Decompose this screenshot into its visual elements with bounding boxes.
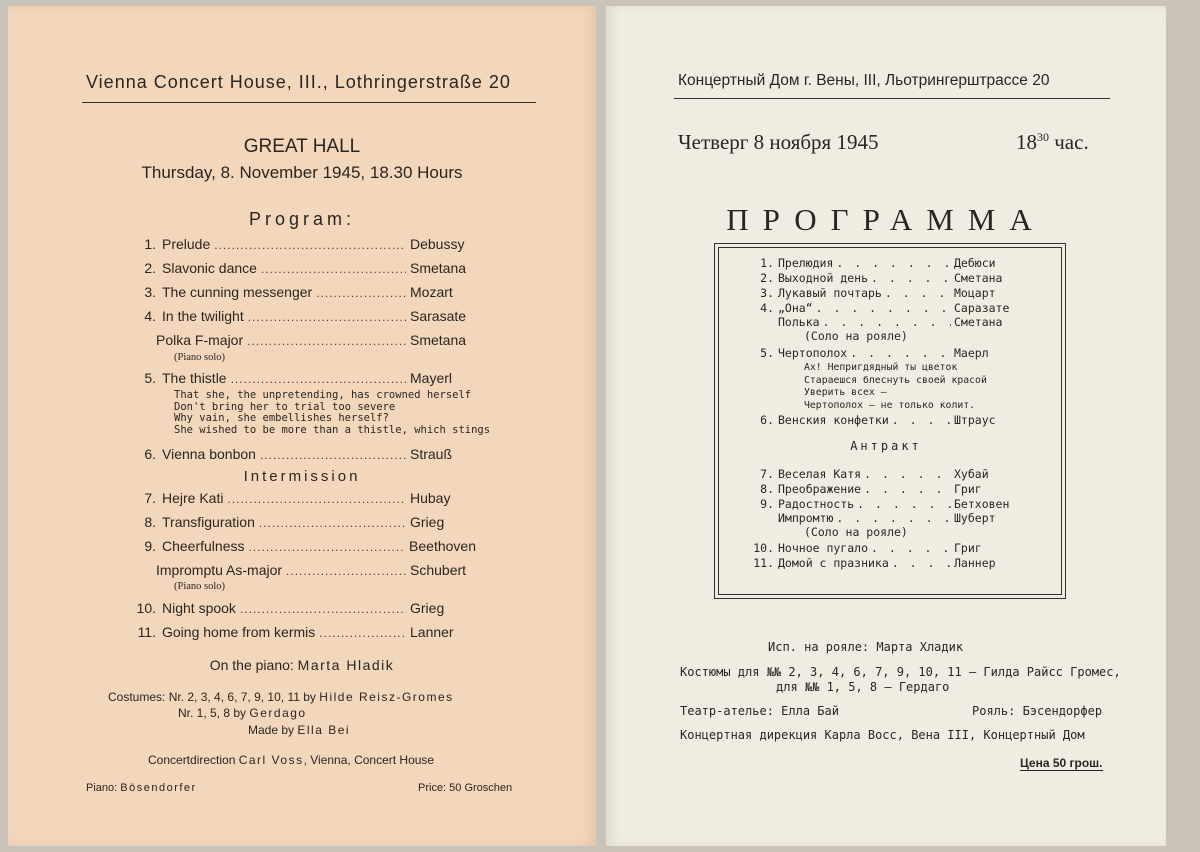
leader-dots <box>885 286 951 301</box>
piano-solo-note: (Соло на рояле) <box>804 525 908 539</box>
item-composer: Debussy <box>410 236 465 252</box>
leader-dots <box>214 238 406 252</box>
item-title: Going home from kermis <box>162 624 316 640</box>
program-item <box>748 315 1038 330</box>
leader-dots <box>823 315 951 330</box>
leader-dots <box>871 271 951 286</box>
program-item <box>126 514 476 534</box>
item-title: Slavonic dance <box>162 260 257 276</box>
item-number: 8. <box>760 482 774 496</box>
program-item <box>126 236 476 256</box>
item-title: Impromptu As-major <box>156 562 283 578</box>
venue-divider <box>82 102 536 103</box>
pianist-name: Marta Hladik <box>297 657 395 673</box>
program-item <box>156 562 476 582</box>
concert-time <box>1016 130 1089 155</box>
program-item <box>126 624 476 644</box>
item-title: Веселая Катя <box>778 467 862 481</box>
item-number: 7. <box>144 490 156 506</box>
item-number: 3. <box>144 284 156 300</box>
item-title: Hejre Kati <box>162 490 224 506</box>
costumes-line-1 <box>108 690 454 704</box>
piano-brand-line <box>86 782 197 794</box>
pianist-line <box>8 657 596 673</box>
program-item <box>126 370 476 390</box>
leader-dots <box>231 372 406 386</box>
piano-solo-note: (Piano solo) <box>174 352 226 363</box>
concert-date: Thursday, 8. November 1945, 18.30 Hours <box>141 163 463 182</box>
item-title: Импромтю <box>778 511 834 525</box>
item-title: The cunning messenger <box>162 284 313 300</box>
concert-direction-line: Концертная дирекция Карла Восс, Вена III, Концертный Дом <box>680 728 1085 742</box>
item-number: 1. <box>760 256 774 270</box>
item-composer: Schubert <box>410 562 467 578</box>
leader-dots <box>892 556 951 571</box>
poem-line: Don't bring her to trial too severe <box>174 400 396 413</box>
poem-line: Why vain, she embellishes herself? <box>174 412 389 424</box>
item-composer: Mozart <box>410 284 453 300</box>
item-composer: Моцарт <box>954 286 996 300</box>
costumes-by: by <box>233 706 247 720</box>
item-composer: Smetana <box>410 260 467 276</box>
item-title: Чертополох <box>778 346 848 360</box>
item-composer: Хубай <box>954 467 989 481</box>
piano-solo-note: (Соло на рояле) <box>804 329 908 343</box>
time-unit: час. <box>1054 130 1089 154</box>
program-item <box>126 260 476 280</box>
atelier-line: Театр-ателье: Елла Бай <box>680 704 839 718</box>
program-item <box>748 346 1038 361</box>
leader-dots <box>260 448 406 462</box>
poem-line: Чертополох — не только колит. <box>804 399 976 411</box>
made-by-name: Ella Bei <box>297 723 351 737</box>
poem-line: Стараешся блеснуть своей красой <box>804 374 987 386</box>
item-number: 11. <box>137 624 156 640</box>
program-item <box>748 556 1038 571</box>
item-number: 7. <box>760 467 774 481</box>
leader-dots <box>836 511 951 526</box>
costumes-by: by <box>303 690 316 704</box>
item-composer: Саразате <box>954 301 1010 315</box>
item-number: 8. <box>144 514 156 530</box>
leader-dots <box>892 413 951 428</box>
piano-brand-line: Рояль: Бэсендорфер <box>972 704 1103 718</box>
costumes-line-2: для №№ 1, 5, 8 — Гердаго <box>776 680 950 694</box>
program-item <box>126 490 476 510</box>
item-number: 3. <box>760 286 774 300</box>
thistle-poem <box>174 390 490 436</box>
item-number: 4. <box>144 308 156 324</box>
item-composer: Sarasate <box>410 308 467 324</box>
hall-title: GREAT HALL <box>243 136 361 157</box>
item-composer: Strauß <box>410 446 453 462</box>
made-by-line <box>248 723 350 737</box>
costumes-label: Costumes: <box>108 690 166 704</box>
time-minutes: 30 <box>1037 130 1049 144</box>
item-number: 2. <box>760 271 774 285</box>
item-composer: Beethoven <box>409 538 476 554</box>
item-number: 1. <box>144 236 156 252</box>
leader-dots <box>319 626 406 640</box>
leader-dots <box>871 541 951 556</box>
leader-dots <box>864 467 951 482</box>
program-item <box>126 446 476 466</box>
item-composer: Smetana <box>410 332 467 348</box>
intermission-heading: Антракт <box>850 439 922 453</box>
item-title: Прелюдия <box>778 256 834 270</box>
english-program-page <box>8 6 596 846</box>
costumes-numbers-2: Nr. 1, 5, 8 <box>178 706 231 720</box>
program-item <box>748 271 1038 286</box>
pianist-line: Исп. на рояле: Марта Хладик <box>768 640 964 654</box>
pianist-label: On the piano: <box>209 657 294 673</box>
item-composer: Hubay <box>410 490 451 506</box>
venue-heading: Концертный Дом г. Вены, III, Льотрингерштрассе 20 <box>678 72 1050 89</box>
item-number: 11. <box>753 556 774 570</box>
costumes-designer-2: Gerdago <box>249 706 307 720</box>
costumes-line-1: Костюмы для №№ 2, 3, 4, 6, 7, 9, 10, 11 — Гилда Райсс Громес, <box>680 665 1121 679</box>
item-title: Преображение <box>778 482 862 496</box>
item-composer: Сметана <box>954 315 1003 329</box>
russian-program-page <box>606 6 1166 846</box>
poem-line: She wished to be more than a thistle, which stings <box>174 423 491 436</box>
concert-date: Четверг 8 ноября 1945 <box>678 130 879 154</box>
item-title: Радостность <box>778 497 855 511</box>
item-title: The thistle <box>162 370 227 386</box>
item-number: 5. <box>760 346 774 360</box>
program-item <box>748 482 1038 497</box>
leader-dots <box>249 540 406 554</box>
program-item <box>748 541 1038 556</box>
item-composer: Сметана <box>954 271 1003 285</box>
program-item <box>748 286 1038 301</box>
item-number: 2. <box>144 260 156 276</box>
item-composer: Маерл <box>954 346 989 360</box>
item-title: Венския конфетки <box>778 413 889 427</box>
item-title: „Она“ <box>778 301 813 315</box>
item-title: Transfiguration <box>162 514 255 530</box>
poem-line: Ах! Непригдядный ты цветок <box>804 362 958 373</box>
program-item <box>126 284 476 304</box>
thistle-poem <box>804 362 987 412</box>
item-title: Night spook <box>162 600 236 616</box>
price-label: Цена 50 грош. <box>1020 756 1103 770</box>
concertdirection-name: Carl Voss <box>238 753 304 767</box>
item-number: 5. <box>144 370 156 386</box>
item-composer: Бетховен <box>954 497 1010 511</box>
item-composer: Штраус <box>954 413 996 427</box>
leader-dots <box>836 256 951 271</box>
item-title: Vienna bonbon <box>162 446 256 462</box>
leader-dots <box>247 334 406 348</box>
leader-dots <box>248 310 406 324</box>
item-composer: Григ <box>954 541 982 555</box>
concertdirection-rest: , Vienna, Concert House <box>303 753 435 767</box>
program-item <box>126 308 476 328</box>
item-number: 9. <box>144 538 156 554</box>
program-item <box>156 332 476 352</box>
leader-dots <box>850 346 951 361</box>
made-by-label: Made by <box>248 723 295 737</box>
item-title: Лукавый почтарь <box>778 286 882 300</box>
leader-dots <box>240 602 406 616</box>
item-composer: Григ <box>954 482 982 496</box>
intermission-heading: Intermission <box>243 468 361 485</box>
program-item <box>748 301 1038 316</box>
concertdirection-line <box>148 753 434 767</box>
program-heading: ПРОГРАММА <box>726 202 1046 237</box>
piano-solo-note: (Piano solo) <box>174 581 226 592</box>
item-number: 6. <box>760 413 774 427</box>
costumes-line-2 <box>178 706 307 720</box>
item-title: Cheerfulness <box>162 538 245 554</box>
item-composer: Grieg <box>410 514 445 530</box>
program-item <box>126 600 476 620</box>
piano-label: Piano: <box>86 782 118 794</box>
item-composer: Ланнер <box>954 556 996 570</box>
item-number: 9. <box>760 497 774 511</box>
leader-dots <box>261 262 406 276</box>
program-item <box>748 511 1038 526</box>
item-composer: Mayerl <box>410 370 453 386</box>
leader-dots <box>316 286 406 300</box>
program-item <box>748 256 1038 271</box>
item-title: Выходной день <box>778 271 869 285</box>
program-heading: Program: <box>248 209 356 229</box>
item-title: Prelude <box>162 236 211 252</box>
leader-dots <box>857 497 951 512</box>
item-composer: Дебюси <box>954 256 996 270</box>
program-item <box>748 497 1038 512</box>
program-item <box>126 538 476 558</box>
poem-line: That she, the unpretending, has crowned herself <box>174 389 472 401</box>
concertdirection-label: Concertdirection <box>148 753 236 767</box>
program-item <box>748 413 1038 428</box>
venue-heading: Vienna Concert House, III., Lothringerstraße 20 <box>86 72 511 92</box>
time-hours: 18 <box>1016 130 1037 154</box>
item-title: Ночное пугало <box>778 541 869 555</box>
costumes-designer-1: Hilde Reisz-Gromes <box>319 690 454 704</box>
program-item <box>748 467 1038 482</box>
leader-dots <box>816 301 951 316</box>
item-number: 10. <box>753 541 774 555</box>
costumes-numbers-1: Nr. 2, 3, 4, 6, 7, 9, 10, 11 <box>168 690 300 704</box>
item-number: 10. <box>136 600 156 616</box>
price-label: Price: 50 Groschen <box>418 782 513 794</box>
leader-dots <box>227 492 406 506</box>
piano-brand: Bösendorfer <box>120 782 197 794</box>
item-composer: Шуберт <box>954 511 996 525</box>
item-title: Полька <box>778 315 820 329</box>
item-composer: Grieg <box>410 600 445 616</box>
item-number: 6. <box>144 446 156 462</box>
item-title: In the twilight <box>162 308 244 324</box>
item-number <box>748 315 778 330</box>
item-number <box>748 511 778 526</box>
item-composer: Lanner <box>410 624 454 640</box>
poem-line: Уверить всех — <box>804 387 887 398</box>
leader-dots <box>286 564 406 578</box>
item-title: Домой с празника <box>778 556 889 570</box>
item-title: Polka F-major <box>156 332 244 348</box>
venue-divider <box>674 98 1110 99</box>
item-number: 4. <box>760 301 774 315</box>
leader-dots <box>864 482 951 497</box>
leader-dots <box>259 516 406 530</box>
